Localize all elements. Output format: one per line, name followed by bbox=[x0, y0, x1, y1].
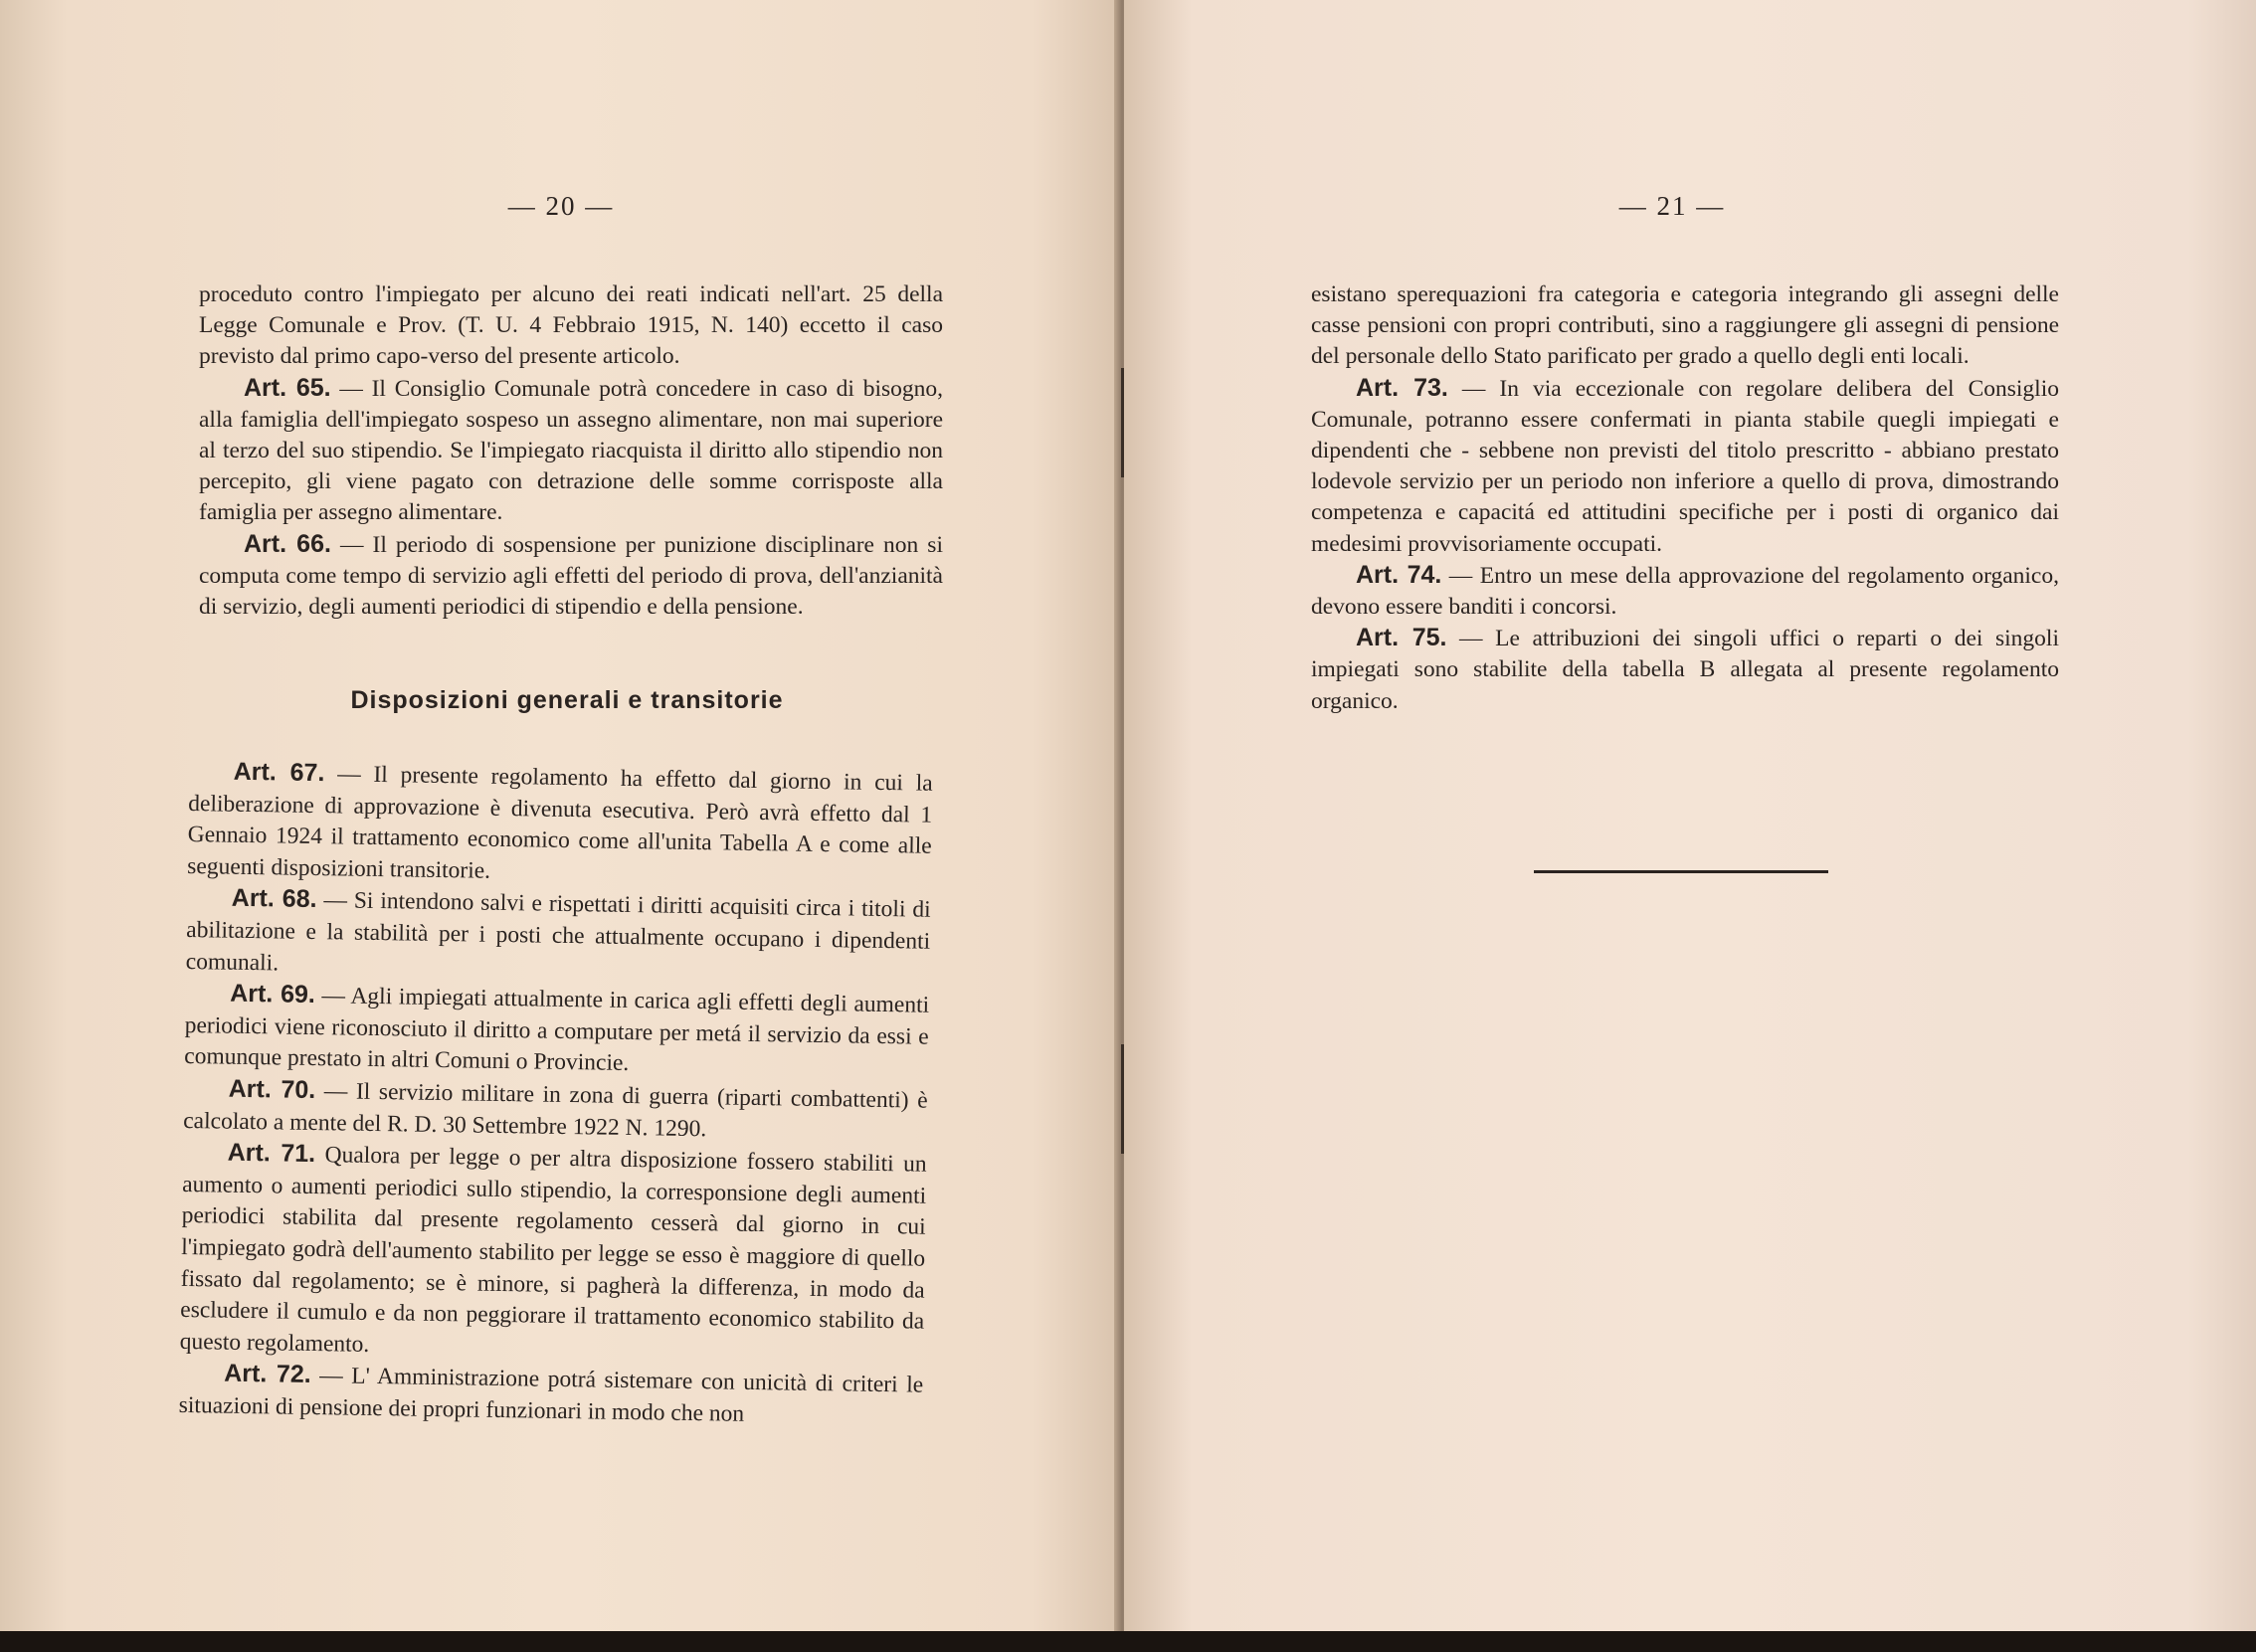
article-label: Art. 68. bbox=[231, 884, 317, 914]
paragraph bbox=[199, 373, 943, 529]
paragraph-text: — Il servizio militare in zona di guerra (riparti combattenti) è calcolato a mente del R. D. 30 Settembre 1922 N. 1290. bbox=[183, 1077, 928, 1142]
paragraph-text: Qualora per legge o per altra disposizione fossero stabiliti un aumento o aumenti periodici sullo stipendio, la corresponsione degli aumenti periodici stabilita dal presente regolamento cesserà dal giorno in cui l'impiegato godrà dell'aumento stabilito per legge se esso è maggiore di quello fissato dal regolamento; se è minore, si pagherà la differenza, in modo da escludere il cumulo e da non peggiorare il trattamento economico stabilito da questo regolamento. bbox=[179, 1142, 927, 1358]
paragraph-text: proceduto contro l'impiegato per alcuno dei reati indicati nell'art. 25 della Legge Comunale e Prov. (T. U. 4 Febbraio 1915, N. 140) eccetto il caso previsto dal primo capo-verso del presente articolo. bbox=[199, 281, 943, 370]
paragraph bbox=[184, 978, 929, 1085]
left-top-text bbox=[199, 278, 943, 623]
article-label: Art. 69. bbox=[230, 979, 316, 1010]
article-label: Art. 71. bbox=[227, 1138, 316, 1169]
paragraph-text: — L' Amministrazione potrá sistemare con unicità di criteri le situazioni di pensione dei propri funzionari in modo che non bbox=[178, 1363, 924, 1427]
page-number: — 21 — bbox=[1618, 191, 1726, 221]
article-label: Art. 74. bbox=[1356, 560, 1442, 589]
paragraph-text: — Entro un mese della approvazione del regolamento organico, devono essere banditi i concorsi. bbox=[1311, 562, 2059, 621]
paragraph-text: — In via eccezionale con regolare delibera del Consiglio Comunale, potranno essere confermati in pianta stabile quegli impiegati e dipendenti che - sebbene non previsti del titolo prescritto - abbiano prestato lodevole servizio per un periodo non inferiore a quello di prova, dimostrando competenza e capacitá ed attitudini specifiche per i posti di organico dai medesimi provvisoriamente occupati. bbox=[1311, 375, 2059, 557]
paragraph bbox=[1311, 373, 2059, 560]
paragraph bbox=[187, 756, 933, 894]
article-label: Art. 66. bbox=[244, 529, 331, 558]
paragraph-text: — Il Consiglio Comunale potrà concedere in caso di bisogno, alla famiglia dell'impiegato sospeso un assegno alimentare, non mai superiore al terzo del suo stipendio. Se l'impiegato riacquista il diritto allo stipendio non percepito, gli viene pagato con detrazione delle somme corrisposte alla famiglia per assegno alimentare. bbox=[199, 375, 943, 526]
right-page bbox=[1124, 0, 2256, 1631]
left-bottom-text bbox=[178, 756, 932, 1433]
paragraph bbox=[1311, 278, 2059, 373]
paragraph bbox=[1311, 560, 2059, 623]
article-label: Art. 72. bbox=[224, 1359, 311, 1389]
article-label: Art. 73. bbox=[1356, 373, 1448, 402]
paragraph bbox=[179, 1137, 926, 1370]
paragraph bbox=[185, 882, 930, 990]
end-rule bbox=[1534, 870, 1828, 873]
paragraph-text: — Si intendono salvi e rispettati i diritti acquisiti circa i titoli di abilitazione e la stabilità per i posti che attualmente occupano i dipendenti comunali. bbox=[185, 887, 931, 977]
paragraph-text: — Le attribuzioni dei singoli uffici o reparti o dei singoli impiegati sono stabilite della tabella B allegata al presente regolamento organico. bbox=[1311, 626, 2059, 714]
article-label: Art. 70. bbox=[228, 1074, 316, 1104]
section-heading: Disposizioni generali e transitorie bbox=[350, 686, 784, 714]
page-number: — 20 — bbox=[507, 191, 615, 221]
article-label: Art. 67. bbox=[233, 757, 325, 788]
left-page bbox=[0, 0, 1122, 1631]
paragraph-text: — Il presente regolamento ha effetto dal giorno in cui la deliberazione di approvazione è divenuta esecutiva. Però avrà effetto dal 1 Gennaio 1924 il trattamento economico come all'unita Tabella A e come alle seguenti disposizioni transitorie. bbox=[187, 761, 933, 884]
article-label: Art. 65. bbox=[244, 373, 331, 402]
paragraph bbox=[178, 1358, 923, 1433]
paragraph bbox=[183, 1073, 928, 1149]
paragraph bbox=[199, 278, 943, 373]
paragraph-text: — Agli impiegati attualmente in carica agli effetti degli aumenti periodici viene riconosciuto il diritto a computare per metá il servizio da essi e comunque prestato in altri Comuni o Provincie. bbox=[184, 983, 930, 1077]
paragraph-text: — Il periodo di sospensione per punizione disciplinare non si computa come tempo di servizio agli effetti del periodo di prova, dell'anzianità di servizio, degli aumenti periodici di stipendio e della pensione. bbox=[199, 531, 943, 621]
right-text bbox=[1311, 278, 2059, 717]
paragraph bbox=[1311, 623, 2059, 717]
paragraph bbox=[199, 529, 943, 624]
paragraph-text: esistano sperequazioni fra categoria e categoria integrando gli assegni delle casse pensioni con propri contributi, sino a raggiungere gli assegni di pensione del personale dello Stato parificato per grado a quello degli enti locali. bbox=[1311, 281, 2059, 370]
article-label: Art. 75. bbox=[1356, 624, 1447, 652]
